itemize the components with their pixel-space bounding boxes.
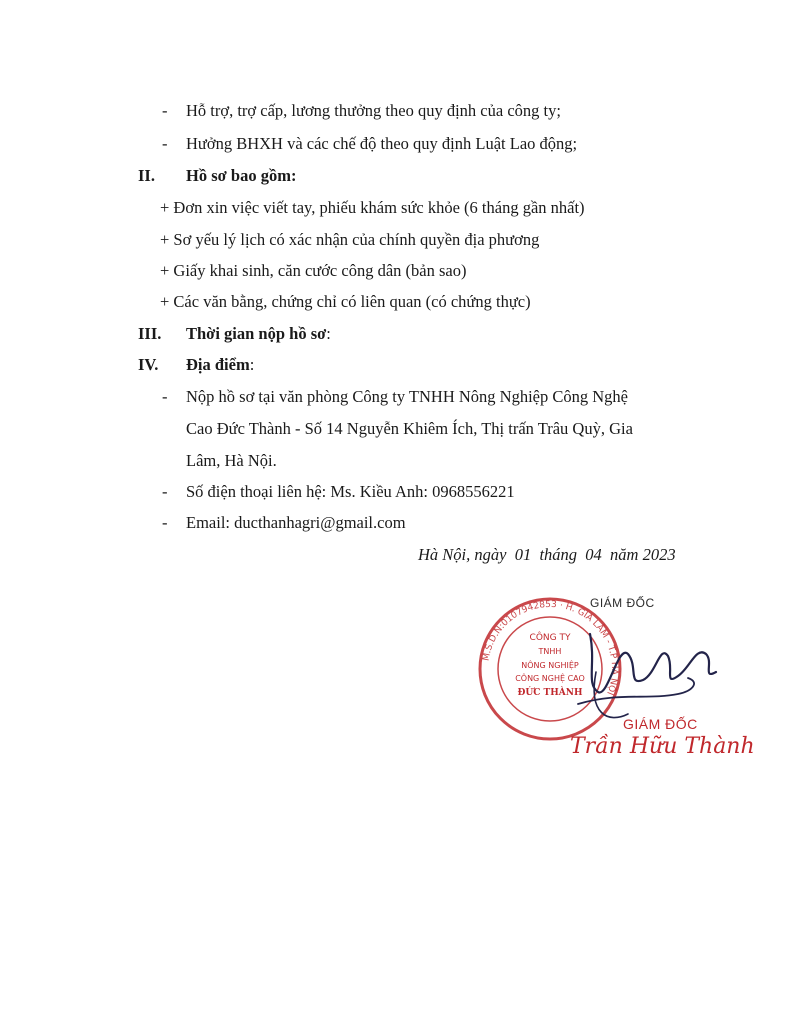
section-title xyxy=(186,323,331,345)
bullet-dash: - xyxy=(162,482,168,501)
svg-text:CÔNG TY: CÔNG TY xyxy=(529,633,571,643)
director-name: Trần Hữu Thành xyxy=(570,734,755,759)
section-title-suffix: : xyxy=(249,355,255,374)
document-item: + Các văn bằng, chứng chỉ có liên quan (có chứng thực) xyxy=(160,292,531,311)
section-title xyxy=(186,354,254,376)
svg-text:M.S.D.N:0107942853 · H. GIA LÂ: M.S.D.N:0107942853 · H. GIA LÂM - T.P HÀ NỘI xyxy=(481,599,620,697)
benefit-item: Hưởng BHXH và các chế độ theo quy định Luật Lao động; xyxy=(186,134,578,153)
email-line: Email: ducthanhagri@gmail.com xyxy=(186,513,406,532)
bullet-dash: - xyxy=(162,387,168,406)
address-line: Lâm, Hà Nội. xyxy=(186,451,277,470)
section-title-text: Địa điểm xyxy=(186,355,250,374)
bullet-dash: - xyxy=(162,134,168,153)
svg-text:TNHH: TNHH xyxy=(538,647,562,656)
phone-line: Số điện thoại liên hệ: Ms. Kiều Anh: 0968556221 xyxy=(186,482,515,501)
svg-text:ĐỨC THÀNH: ĐỨC THÀNH xyxy=(517,688,583,698)
section-title: Hồ sơ bao gồm: xyxy=(186,166,297,185)
section-number: IV. xyxy=(138,355,159,374)
benefit-item: Hỗ trợ, trợ cấp, lương thưởng theo quy định của công ty; xyxy=(186,101,561,120)
bullet-dash: - xyxy=(162,513,168,532)
document-item: + Giấy khai sinh, căn cước công dân (bản sao) xyxy=(160,261,467,280)
director-title: GIÁM ĐỐC xyxy=(623,716,698,732)
section-number: II. xyxy=(138,166,155,185)
stamp-director-title: GIÁM ĐỐC xyxy=(590,596,655,610)
section-title-text: Thời gian nộp hồ sơ xyxy=(186,324,327,343)
document-item: + Sơ yếu lý lịch có xác nhận của chính quyền địa phương xyxy=(160,230,540,249)
address-line: Cao Đức Thành - Số 14 Nguyễn Khiêm Ích, Thị trấn Trâu Quỳ, Gia xyxy=(186,419,633,438)
section-number: III. xyxy=(138,324,162,343)
section-title-suffix: : xyxy=(326,324,331,343)
document-item: + Đơn xin việc viết tay, phiếu khám sức khỏe (6 tháng gần nhất) xyxy=(160,198,585,217)
date-line: Hà Nội, ngày 01 tháng 04 năm 2023 xyxy=(418,545,676,564)
svg-text:CÔNG NGHỆ CAO: CÔNG NGHỆ CAO xyxy=(515,674,585,683)
svg-text:NÔNG NGHIỆP: NÔNG NGHIỆP xyxy=(521,661,579,670)
address-line: Nộp hồ sơ tại văn phòng Công ty TNHH Nông Nghiệp Công Nghệ xyxy=(186,387,628,406)
bullet-dash: - xyxy=(162,101,168,120)
